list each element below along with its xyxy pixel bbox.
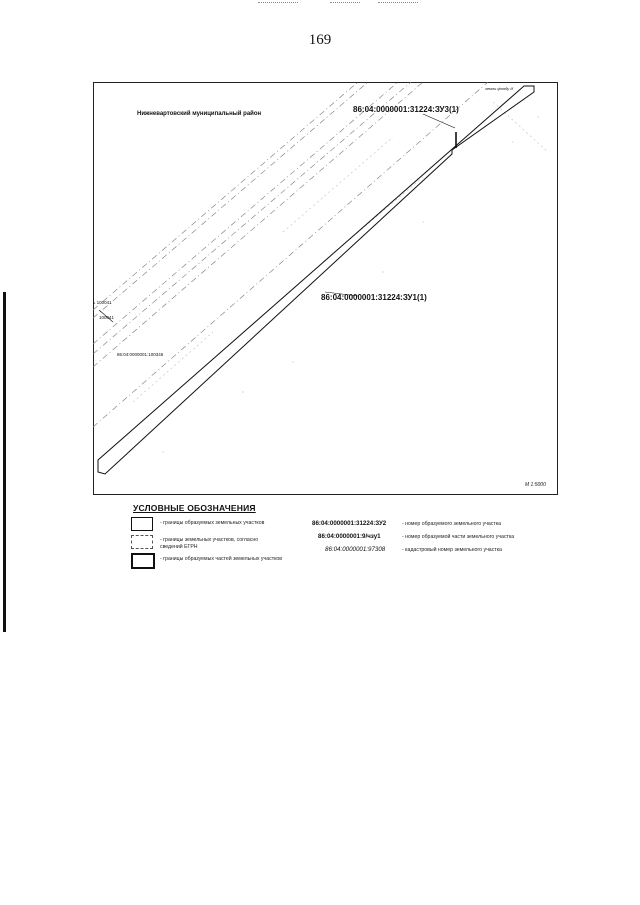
noise-dot (537, 116, 538, 117)
noise-dot (292, 361, 293, 362)
legend-code-desc: - номер образуемой части земельного участка (402, 534, 515, 540)
legend-code-desc: - номер образуемого земельного участка (402, 521, 502, 527)
cadastral-label: ь 100041 (93, 300, 112, 305)
cadastral-map (93, 82, 558, 495)
legend-item-text: - границы образуемых земельных участков (160, 520, 265, 526)
legend-swatch-egrn-parcel (131, 535, 153, 549)
top-edge-scan-mark (258, 2, 298, 5)
margin-binding-bar (3, 292, 6, 632)
legend-title: УСЛОВНЫЕ ОБОЗНАЧЕНИЯ (133, 503, 256, 513)
map-border (94, 83, 558, 495)
noise-dot (162, 451, 163, 452)
legend-code-formed-parcel: 86:04:0000001:31224:ЗУ2 (312, 520, 387, 527)
parcel-label-zu1: 86:04:0000001:31224:ЗУ1(1) (321, 293, 427, 302)
region-label: Нижневартовский муниципальный район (137, 111, 262, 117)
land-category-label: земли фонду И (485, 86, 514, 91)
cadastral-label: 86:04:0000001:100346 (117, 352, 164, 357)
page-number: 169 (308, 32, 332, 48)
map-scale-label: М 1:5000 (525, 482, 546, 488)
noise-dot (512, 141, 513, 142)
noise-dot (382, 271, 383, 272)
parcel-label-zu3: 86:04:0000001:31224:ЗУ3(1) (353, 105, 459, 114)
legend-item-text: - границы образуемых частей земельных участков (160, 556, 283, 562)
legend-item-text: - границы земельных участков, согласно сведений ЕГРН (160, 537, 259, 550)
legend-code-cadastral: 86:04:0000001:97308 (325, 546, 386, 553)
legend-code-parcel-part: 86:04:0000001:9/чзу1 (318, 533, 381, 540)
legend-swatch-formed-parcel (131, 517, 153, 531)
top-edge-scan-mark (378, 2, 418, 5)
noise-dot (242, 391, 243, 392)
top-edge-scan-mark (330, 2, 360, 5)
legend-code-desc: - кадастровый номер земельного участка (402, 547, 502, 553)
cadastral-label: 100041 (99, 315, 115, 320)
noise-dot (422, 221, 423, 222)
legend-swatch-parcel-part (131, 553, 155, 569)
